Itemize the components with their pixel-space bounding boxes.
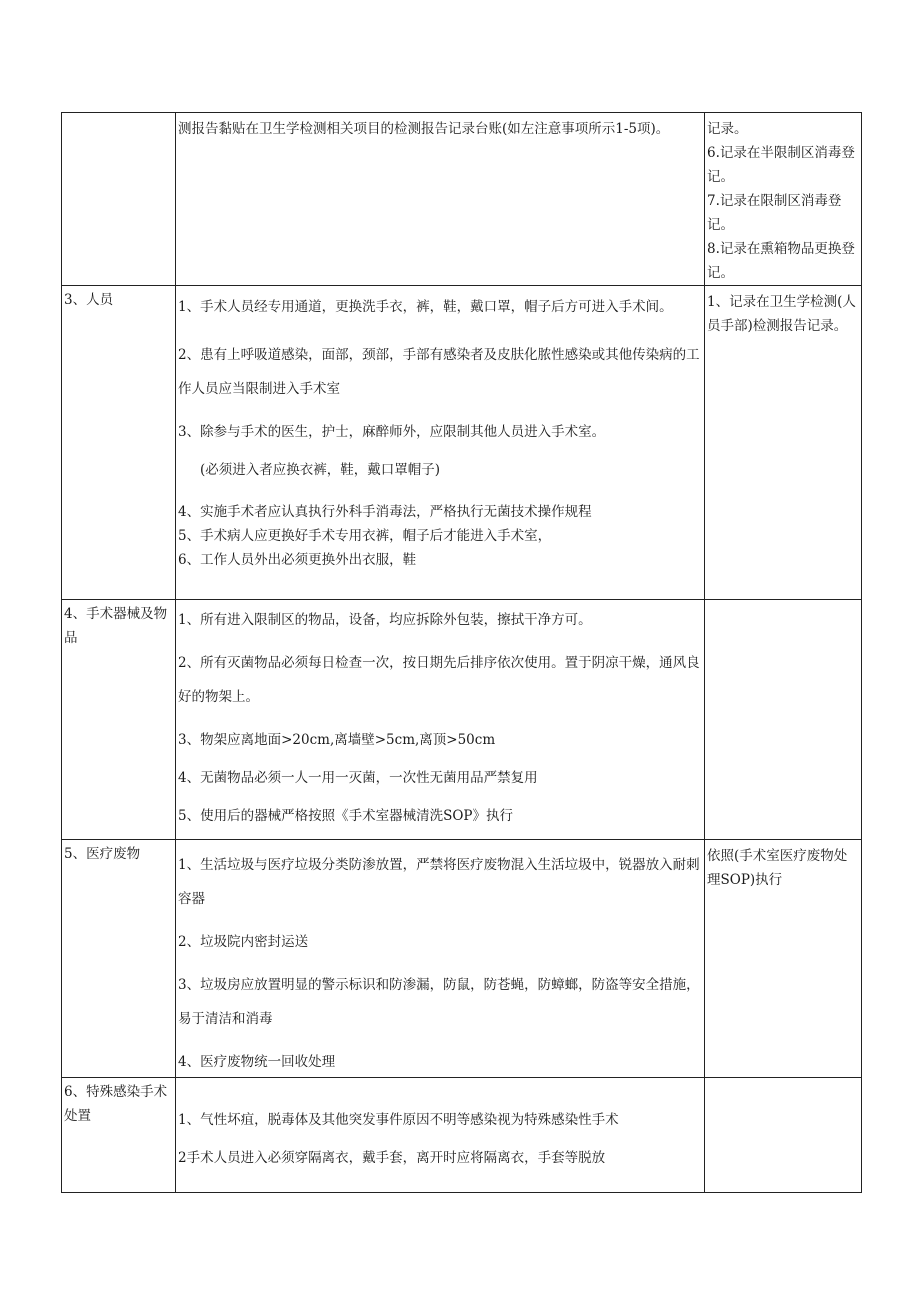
content-line: 4、无菌物品必须一人一用一灭菌，一次性无菌用品严禁复用 bbox=[178, 770, 538, 786]
row-notes bbox=[705, 840, 862, 1078]
row-content bbox=[176, 1078, 705, 1193]
procedure-table bbox=[61, 112, 862, 1193]
note-line: 7.记录在限制区消毒登记。 bbox=[707, 193, 842, 233]
row-heading: 6、特殊感染手术处置 bbox=[62, 1078, 176, 1193]
row-heading: 4、手术器械及物品 bbox=[62, 600, 176, 840]
row-heading: 5、医疗废物 bbox=[62, 840, 176, 1078]
row-content bbox=[176, 113, 705, 286]
note-line: 1、记录在卫生学检测(人员手部)检测报告记录。 bbox=[707, 294, 856, 334]
content-line: 5、使用后的器械严格按照《手术室器械清洗SOP》执行 bbox=[178, 808, 513, 824]
content-line: 5、手术病人应更换好手术专用衣裤，帽子后才能进入手术室， bbox=[178, 528, 552, 544]
table-row bbox=[62, 113, 862, 286]
content-line: 1、生活垃圾与医疗垃圾分类防渗放置，严禁将医疗废物混入生活垃圾中，锐器放入耐刺容器 bbox=[178, 857, 700, 907]
content-line: 2、垃圾院内密封运送 bbox=[178, 934, 309, 950]
content-line: (必须进入者应换衣裤，鞋，戴口罩帽子) bbox=[200, 462, 441, 478]
note-line: 8.记录在熏箱物品更换登记。 bbox=[707, 241, 855, 281]
content-line: 1、气性坏疽，脱毒体及其他突发事件原因不明等感染视为特殊感染性手术 bbox=[178, 1112, 619, 1128]
table-row bbox=[62, 1078, 862, 1193]
row-notes bbox=[705, 1078, 862, 1193]
note-line: 依照(手术室医疗废物处理SOP)执行 bbox=[707, 848, 848, 888]
content-line: 2、所有灭菌物品必须每日检查一次，按日期先后排序依次使用。置于阴凉干燥，通风良好的物架上。 bbox=[178, 655, 700, 705]
table-row bbox=[62, 286, 862, 600]
content-line: 6、工作人员外出必须更换外出衣服，鞋 bbox=[178, 552, 417, 568]
content-line: 2、患有上呼吸道感染，面部，颈部，手部有感染者及皮肤化脓性感染或其他传染病的工作人员应当限制进入手术室 bbox=[178, 347, 700, 397]
row-content bbox=[176, 840, 705, 1078]
content-line: 测报告黏贴在卫生学检测相关项目的检测报告记录台账(如左注意事项所示1-5项)。 bbox=[178, 121, 670, 137]
content-line: 3、垃圾房应放置明显的警示标识和防渗漏，防鼠，防苍蝇，防蟑螂，防盗等安全措施，易于清洁和消毒 bbox=[178, 977, 700, 1027]
row-content bbox=[176, 286, 705, 600]
row-heading: 3、人员 bbox=[62, 286, 176, 600]
document-table-wrapper bbox=[61, 112, 862, 1193]
table-row bbox=[62, 840, 862, 1078]
row-notes bbox=[705, 286, 862, 600]
content-line: 2手术人员进入必须穿隔离衣，戴手套，离开时应将隔离衣，手套等脱放 bbox=[178, 1150, 606, 1166]
row-notes bbox=[705, 113, 862, 286]
note-line: 记录。 bbox=[707, 121, 748, 137]
content-line: 3、物架应离地面>20cm,离墙壁>5cm,离顶>50cm bbox=[178, 732, 496, 748]
row-notes bbox=[705, 600, 862, 840]
row-heading bbox=[62, 113, 176, 286]
content-line: 1、手术人员经专用通道，更换洗手衣，裤，鞋，戴口罩，帽子后方可进入手术间。 bbox=[178, 299, 673, 315]
row-content bbox=[176, 600, 705, 840]
content-line: 3、除参与手术的医生，护士，麻醉师外，应限制其他人员进入手术室。 bbox=[178, 424, 606, 440]
content-line: 4、医疗废物统一回收处理 bbox=[178, 1054, 336, 1070]
note-line: 6.记录在半限制区消毒登记。 bbox=[707, 145, 855, 185]
content-line: 4、实施手术者应认真执行外科手消毒法，严格执行无菌技术操作规程 bbox=[178, 504, 592, 520]
table-row bbox=[62, 600, 862, 840]
content-line: 1、所有进入限制区的物品，设备，均应拆除外包装，擦拭干净方可。 bbox=[178, 612, 592, 628]
